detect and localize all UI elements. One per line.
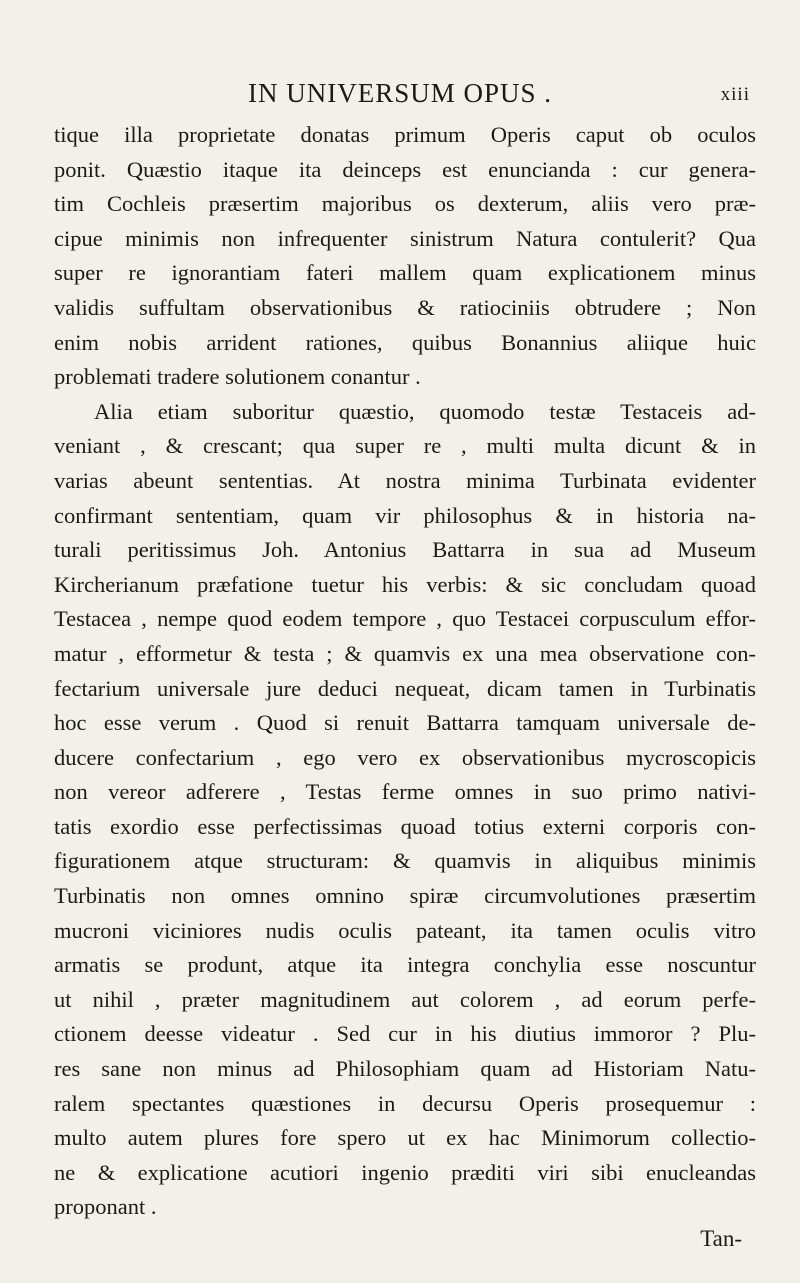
text-line: enim nobis arrident rationes, quibus Bonannius aliique huic xyxy=(54,329,756,355)
running-head xyxy=(0,78,800,118)
text-line: armatis se produnt, atque ita integra conchylia esse noscuntur xyxy=(54,952,756,978)
text-line: varias abeunt sententias. At nostra minima Turbinata evidenter xyxy=(54,467,756,493)
text-line: ducere confectarium , ego vero ex observationibus mycroscopicis xyxy=(54,744,756,770)
page-number: xiii xyxy=(720,84,750,105)
text-line: cipue minimis non infrequenter sinistrum Natura contulerit? Qua xyxy=(54,225,756,251)
text-line: proponant . xyxy=(54,1194,157,1220)
text-line: Kircherianum præfatione tuetur his verbis: & sic concludam quoad xyxy=(54,571,756,597)
text-line: res sane non minus ad Philosophiam quam ad Historiam Natu- xyxy=(54,1056,756,1082)
text-line: ut nihil , præter magnitudinem aut colorem , ad eorum perfe- xyxy=(54,986,756,1012)
running-title: IN UNIVERSUM OPUS . xyxy=(247,78,553,108)
text-line: veniant , & crescant; qua super re , multi multa dicunt & in xyxy=(54,433,756,459)
text-line: hoc esse verum . Quod si renuit Battarra tamquam universale de- xyxy=(54,710,756,736)
body-text xyxy=(54,118,756,1225)
text-line: figurationem atque structuram: & quamvis in aliquibus minimis xyxy=(54,848,756,874)
text-line: fectarium universale jure deduci nequeat, dicam tamen in Turbinatis xyxy=(54,675,756,701)
text-line: Testacea , nempe quod eodem tempore , quo Testacei corpusculum effor- xyxy=(54,606,756,632)
text-line: super re ignorantiam fateri mallem quam explicationem minus xyxy=(54,260,756,286)
text-line: tique illa proprietate donatas primum Operis caput ob oculos xyxy=(54,122,756,147)
text-line: ralem spectantes quæstiones in decursu Operis prosequemur : xyxy=(54,1090,756,1116)
text-line: ponit. Quæstio itaque ita deinceps est enuncianda : cur genera- xyxy=(54,156,756,182)
text-line: tim Cochleis præsertim majoribus os dexterum, aliis vero præ- xyxy=(54,191,756,217)
text-line: Turbinatis non omnes omnino spiræ circumvolutiones præsertim xyxy=(54,883,756,909)
text-line: confirmant sententiam, quam vir philosophus & in historia na- xyxy=(54,502,756,528)
text-line: validis suffultam observationibus & ratiociniis obtrudere ; Non xyxy=(54,294,756,320)
text-line: ctionem deesse videatur . Sed cur in his diutius immoror ? Plu- xyxy=(54,1021,756,1047)
text-line: problemati tradere solutionem conantur . xyxy=(54,364,421,390)
text-line: non vereor adferere , Testas ferme omnes in suo primo nativi- xyxy=(54,779,756,805)
text-line: multo autem plures fore spero ut ex hac Minimorum collectio- xyxy=(54,1125,756,1151)
text-line: tatis exordio esse perfectissimas quoad totius externi corporis con- xyxy=(54,813,756,839)
text-line: ne & explicatione acutiori ingenio præditi viri sibi enucleandas xyxy=(54,1159,756,1185)
text-line: matur , efformetur & testa ; & quamvis ex una mea observatione con- xyxy=(54,640,756,666)
text-line: mucroni viciniores nudis oculis pateant, ita tamen oculis vitro xyxy=(54,917,756,943)
text-line: Alia etiam suboritur quæstio, quomodo testæ Testaceis ad- xyxy=(94,398,756,424)
catchword: Tan- xyxy=(700,1226,742,1251)
text-line: turali peritissimus Joh. Antonius Battarra in sua ad Museum xyxy=(54,537,756,563)
